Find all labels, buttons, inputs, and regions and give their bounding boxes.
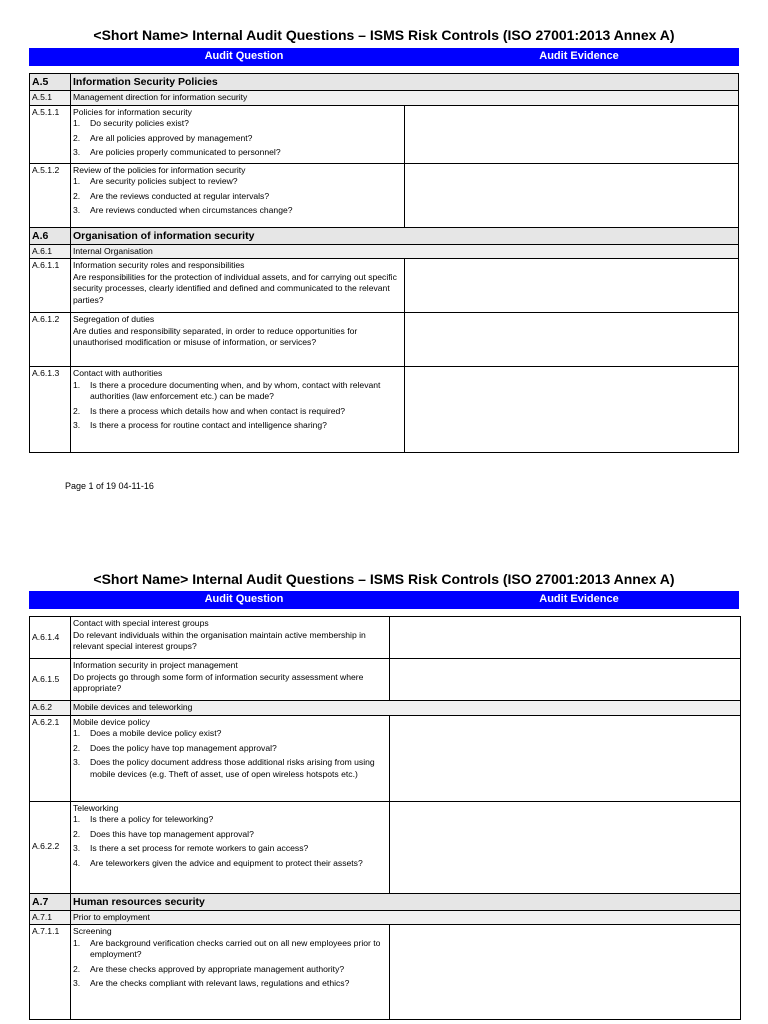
subsection-row xyxy=(30,244,739,259)
audit-evidence-cell[interactable] xyxy=(405,163,739,227)
page-title: <Short Name> Internal Audit Questions – ISMS Risk Controls (ISO 27001:2013 Annex A) xyxy=(93,27,675,43)
audit-evidence-cell[interactable] xyxy=(405,105,739,163)
audit-evidence-cell[interactable] xyxy=(390,715,741,801)
list-item: 4. Are teleworkers given the advice and equipment to protect their assets? xyxy=(73,857,363,868)
control-id: A.7.1.1 xyxy=(30,925,71,1020)
list-item: 2. Are all policies approved by management? xyxy=(73,132,253,143)
table-row xyxy=(30,367,739,453)
table-row xyxy=(30,105,739,163)
list-item: 1. Is there a policy for teleworking? xyxy=(73,814,214,824)
table-row xyxy=(30,313,739,367)
question-title: Review of the policies for information security xyxy=(73,164,246,175)
table-row xyxy=(30,801,741,893)
page-footer: Page 1 of 19 04-11-16 xyxy=(65,481,154,491)
audit-table xyxy=(29,616,741,1020)
page-title: <Short Name> Internal Audit Questions – ISMS Risk Controls (ISO 27001:2013 Annex A) xyxy=(93,571,675,587)
list-item: 1. Are security policies subject to review? xyxy=(73,176,238,186)
question-title: Screening xyxy=(73,926,112,936)
control-id: A.6.1.3 xyxy=(30,367,71,453)
audit-question-cell xyxy=(71,659,390,701)
control-id: A.5.1.1 xyxy=(30,105,71,163)
question-text: Are responsibilities for the protection of individual assets, and for carrying out specific security processes, clearly identified and defined and communicated to the relevant parties? xyxy=(73,271,397,305)
question-title: Contact with special interest groups xyxy=(73,618,209,628)
audit-table xyxy=(29,73,739,453)
column-header-evidence: Audit Evidence xyxy=(539,593,619,605)
audit-evidence-cell[interactable] xyxy=(405,367,739,453)
control-id: A.6.1.1 xyxy=(30,259,71,313)
question-text: Do relevant individuals within the organisation maintain active membership in relevant special interest groups? xyxy=(73,629,366,651)
list-item: 3. Is there a process for routine contact and intelligence sharing? xyxy=(73,420,327,430)
audit-question-cell xyxy=(71,313,405,367)
audit-question-cell xyxy=(71,801,390,893)
control-id: A.6.2.1 xyxy=(30,715,71,801)
audit-question-cell xyxy=(71,925,390,1020)
audit-evidence-cell[interactable] xyxy=(405,313,739,367)
control-id: A.6.1 xyxy=(30,244,71,259)
table-row xyxy=(30,659,741,701)
control-id: A.6.1.4 xyxy=(30,617,71,659)
control-id: A.6.1.2 xyxy=(30,313,71,367)
list-item: 2. Are the reviews conducted at regular intervals? xyxy=(73,190,270,201)
column-header-question: Audit Question xyxy=(204,593,284,605)
control-id: A.5 xyxy=(30,74,71,91)
subsection-row xyxy=(30,91,739,106)
audit-evidence-cell[interactable] xyxy=(390,659,741,701)
audit-question-cell xyxy=(71,259,405,313)
table-row xyxy=(30,617,741,659)
control-id: A.5.1 xyxy=(30,91,71,106)
list-item: 1. Is there a procedure documenting when, and by whom, contact with relevant authorities (law enforcement etc.) can be made? xyxy=(73,379,381,401)
question-title: Policies for information security xyxy=(73,106,192,117)
list-item: 2. Does the policy have top management approval? xyxy=(73,742,277,753)
list-item: 2. Is there a process which details how and when contact is required? xyxy=(73,405,346,416)
list-item: 3. Does the policy document address those additional risks arising from using mobile devices (e.g. Theft of asset, use of open wireless hotspots etc.) xyxy=(73,757,375,779)
section-label: Information Security Policies xyxy=(71,74,739,91)
list-item: 3. Is there a set process for remote workers to gain access? xyxy=(73,843,309,853)
audit-question-cell xyxy=(71,367,405,453)
control-id: A.6 xyxy=(30,227,71,244)
subsection-label: Internal Organisation xyxy=(71,244,739,259)
audit-evidence-cell[interactable] xyxy=(390,617,741,659)
column-header-question: Audit Question xyxy=(204,50,284,62)
audit-evidence-cell[interactable] xyxy=(390,925,741,1020)
table-row xyxy=(30,925,741,1020)
table-row xyxy=(30,259,739,313)
control-id: A.7 xyxy=(30,893,71,910)
subsection-label: Prior to employment xyxy=(71,910,741,925)
question-text: Do projects go through some form of information security assessment where appropriate? xyxy=(73,671,364,693)
list-item: 3. Are policies properly communicated to personnel? xyxy=(73,147,281,157)
audit-evidence-cell[interactable] xyxy=(405,259,739,313)
list-item: 1. Do security policies exist? xyxy=(73,118,189,128)
section-row xyxy=(30,74,739,91)
list-item: 3. Are the checks compliant with relevant laws, regulations and ethics? xyxy=(73,978,350,988)
question-title: Contact with authorities xyxy=(73,368,163,378)
audit-evidence-cell[interactable] xyxy=(390,801,741,893)
section-row xyxy=(30,227,739,244)
table-header xyxy=(29,48,739,66)
column-header-evidence: Audit Evidence xyxy=(539,50,619,62)
section-label: Human resources security xyxy=(71,893,741,910)
section-label: Organisation of information security xyxy=(71,227,739,244)
control-id: A.7.1 xyxy=(30,910,71,925)
control-id: A.6.2 xyxy=(30,701,71,716)
section-row xyxy=(30,893,741,910)
list-item: 2. Does this have top management approval? xyxy=(73,828,254,839)
table-row xyxy=(30,715,741,801)
list-item: 1. Does a mobile device policy exist? xyxy=(73,728,222,738)
control-id: A.6.1.5 xyxy=(30,659,71,701)
control-id: A.6.2.2 xyxy=(30,801,71,893)
list-item: 3. Are reviews conducted when circumstances change? xyxy=(73,205,293,215)
question-title: Teleworking xyxy=(73,802,119,813)
table-header xyxy=(29,591,739,609)
list-item: 2. Are these checks approved by appropriate management authority? xyxy=(73,963,345,974)
subsection-row xyxy=(30,910,741,925)
control-id: A.5.1.2 xyxy=(30,163,71,227)
question-title: Segregation of duties xyxy=(73,314,155,324)
audit-question-cell xyxy=(71,715,390,801)
question-title: Information security in project management xyxy=(73,660,238,670)
list-item: 1. Are background verification checks carried out on all new employees prior to employment? xyxy=(73,937,381,959)
audit-question-cell xyxy=(71,163,405,227)
question-text: Are duties and responsibility separated, in order to reduce opportunities for unauthorised modification or misuse of information, or services? xyxy=(73,325,358,347)
audit-question-cell xyxy=(71,617,390,659)
question-title: Mobile device policy xyxy=(73,716,150,727)
table-row xyxy=(30,163,739,227)
audit-question-cell xyxy=(71,105,405,163)
question-title: Information security roles and responsibilities xyxy=(73,260,245,270)
subsection-label: Management direction for information security xyxy=(71,91,739,106)
subsection-label: Mobile devices and teleworking xyxy=(71,701,741,716)
subsection-row xyxy=(30,701,741,716)
